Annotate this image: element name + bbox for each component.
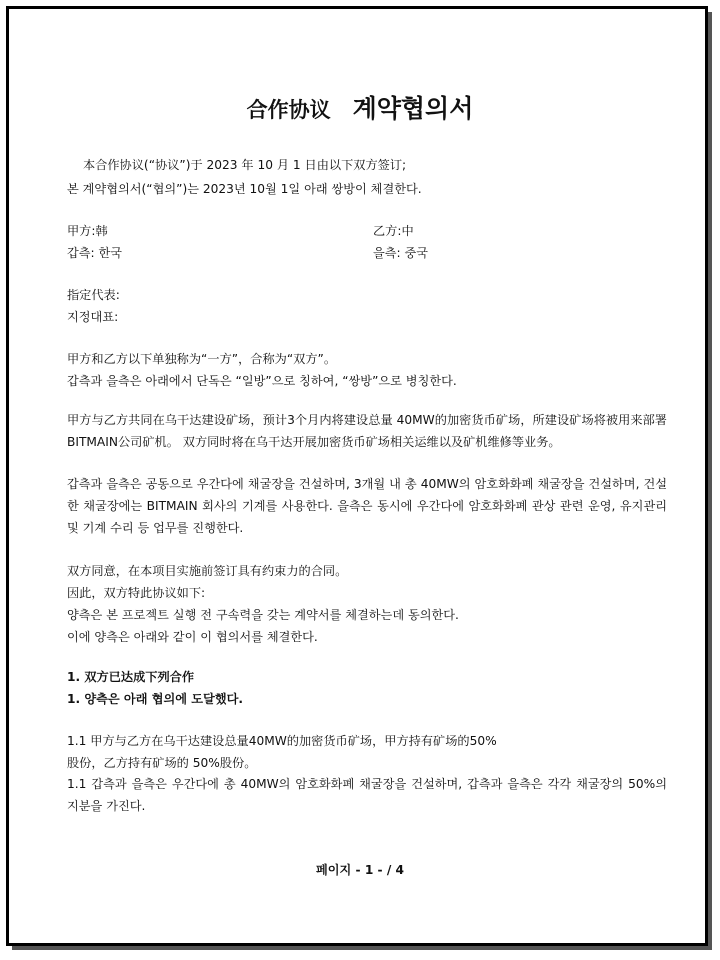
agreement-line2-korean: 이에 양측은 아래와 같이 이 협의서를 체결한다. [67,630,318,644]
clause-1-1-korean: 1.1 갑측과 을측은 우간다에 총 40MW의 암호화화폐 채굴장을 건설하며, 갑측과 을측은 각각 채굴장의 50%의 지분을 가진다. [67,777,667,813]
agreement-line2-chinese: 因此，双方特此协议如下: [67,586,206,600]
agreement-line1-chinese: 双方同意，在本项目实施前签订具有约束力的合同。 [67,564,348,578]
party-b-chinese: 乙方:中 [373,224,414,238]
party-a-korean: 갑측: 한국 [67,246,123,260]
clause-1-1-chinese-line2: 股份，乙方持有矿场的 50%股份。 [67,756,257,770]
page-number: 페이지 - 1 - / 4 [315,863,405,877]
title-korean: 계약협의서 [352,94,474,123]
intro-korean: 본 계약협의서(“협의”)는 2023년 10월 1일 아래 쌍방이 체결한다. [67,182,422,196]
representative-chinese: 指定代表: [67,288,120,302]
party-a-chinese: 甲方:韩 [67,224,108,238]
title-chinese: 合作协议 [246,98,331,122]
party-b-korean: 을측: 중국 [373,246,429,260]
naming-chinese: 甲方和乙方以下单独称为“一方”，合称为“双方”。 [67,352,337,366]
project-paragraph-chinese: 甲方与乙方共同在乌干达建设矿场，预计3个月内将建设总量 40MW的加密货币矿场，所建设矿场将被用来部署BITMAIN公司矿机。 双方同时将在乌干达开展加密货币矿场相关运维以及矿机维修等业务。 [67,413,667,449]
section1-heading-korean: 1. 양측은 아래 협의에 도달했다. [67,692,243,706]
naming-korean: 갑측과 을측은 아래에서 단독은 “일방”으로 칭하여, “쌍방”으로 병칭한다. [67,374,457,388]
document-page [6,6,708,946]
project-paragraph-korean: 갑측과 을측은 공동으로 우간다에 채굴장을 건설하며, 3개월 내 총 40MW의 암호화화폐 채굴장을 건설하며, 건설한 채굴장에는 BITMAIN 회사의 기계를 사용한다. 을측은 동시에 우간다에 암호화화폐 관상 관련 운영, 유지관리 및 기계 수리 등 업무를 진행한다. [67,477,667,535]
page-title [9,89,711,125]
page-shadow-right [708,12,712,950]
section1-heading-chinese: 1. 双方已达成下列合作 [67,670,195,684]
agreement-line1-korean: 양측은 본 프로젝트 실행 전 구속력을 갖는 계약서를 체결하는데 동의한다. [67,608,459,622]
intro-chinese: 本合作协议(“协议”)于 2023 年 10 月 1 日由以下双方签订; [83,158,407,172]
clause-1-1-chinese-line1: 1.1 甲方与乙方在乌干达建设总量40MW的加密货币矿场，甲方持有矿场的50% [67,734,497,748]
page-shadow-bottom [12,946,712,950]
representative-korean: 지정대표: [67,310,119,324]
